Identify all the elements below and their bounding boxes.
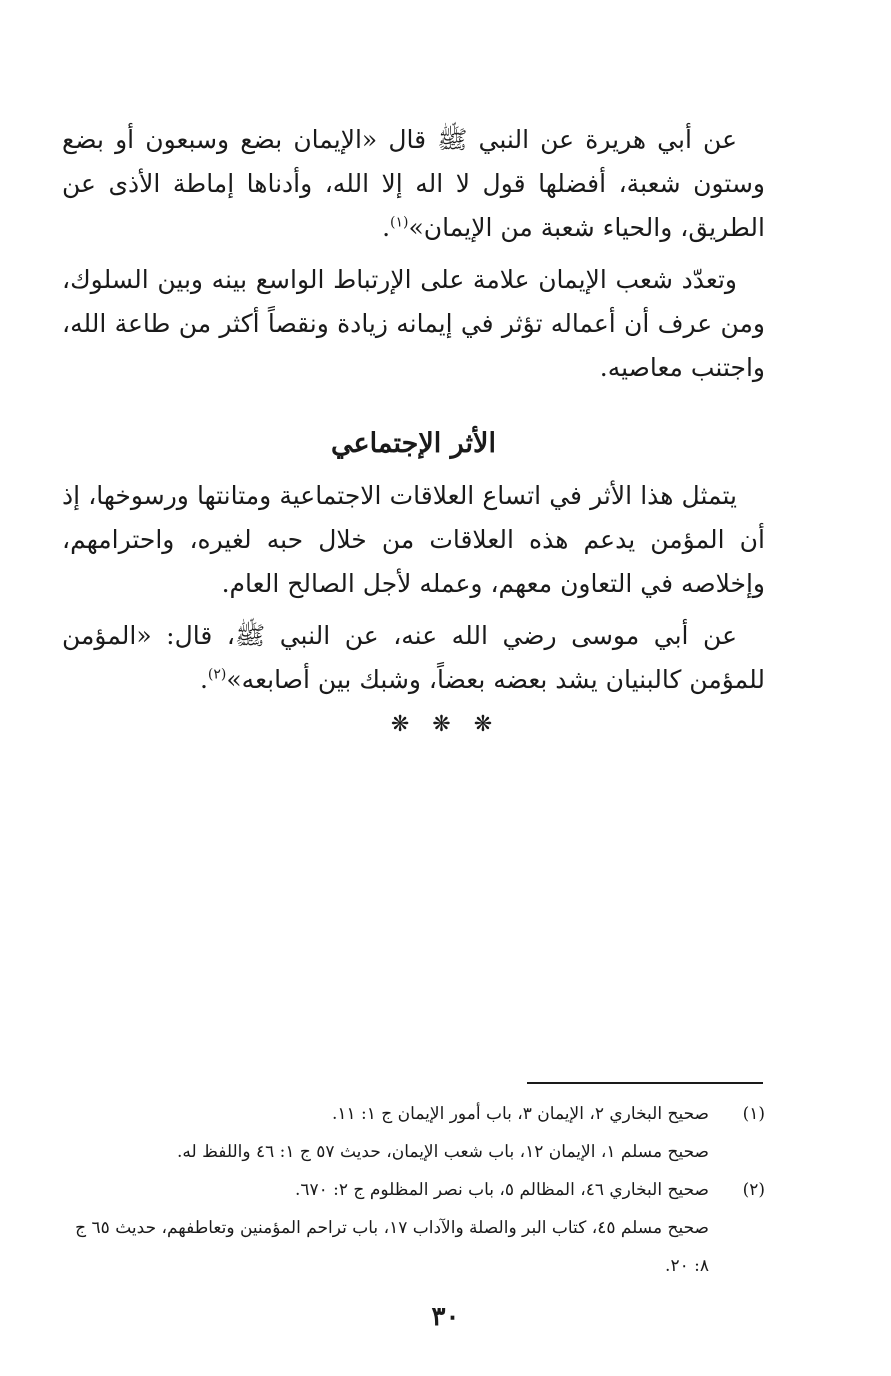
footnote-text (70, 1171, 709, 1285)
section-divider-ornament: ❋ ❋ ❋ (390, 712, 501, 737)
paragraph-3: يتمثل هذا الأثر في اتساع العلاقات الاجتماعية ومتانتها ورسوخها، إذ أن المؤمن يدعم هذه العلاقات من خلال حبه لغيره، واحترامهم، وإخلاصه في التعاون معهم، وعمله لأجل الصالح العام. (62, 481, 765, 598)
hadith-1-text: عن أبي هريرة عن النبي ﷺ قال «الإيمان بضع وسبعون أو بضع وستون شعبة، أفضلها قول لا اله إلا الله، وأدناها إماطة الأذى عن الطريق، والحياء شعبة من الإيمان» (62, 125, 765, 242)
footnote-2 (70, 1171, 765, 1285)
footnote-ref-1: (١) (390, 214, 409, 231)
paragraph-2: وتعدّد شعب الإيمان علامة على الإرتباط الواسع بينه وبين السلوك، ومن عرف أن أعماله تؤثر في إيمانه زيادة ونقصاً أكثر من طاعة الله، واجتنب معاصيه. (62, 265, 765, 382)
footnote-1 (70, 1095, 765, 1171)
section-heading: الأثر الإجتماعي (331, 428, 496, 459)
footnote-number: (٢) (742, 1180, 765, 1200)
hadith-paragraph-2 (62, 614, 765, 702)
footnote-separator (527, 1082, 763, 1084)
footnote-ref-2: (٢) (207, 666, 227, 683)
footnotes (70, 1095, 765, 1285)
footnote-line: صحيح البخاري ٢، الإيمان ٣، باب أمور الإيمان ج ١: ١١. (331, 1104, 709, 1124)
footnote-line: صحيح مسلم ٤٥، كتاب البر والصلة والآداب ١٧، باب تراحم المؤمنين وتعاطفهم، حديث ٦٥ ج ٨: ٢٠. (75, 1218, 709, 1276)
hadith-2-text: عن أبي موسى رضي الله عنه، عن النبي ﷺ، قال: «المؤمن للمؤمن كالبنيان يشد بعضه بعضاً، وشبك بين أصابعه» (62, 621, 765, 694)
footnote-line: صحيح مسلم ١، الإيمان ١٢، باب شعب الإيمان، حديث ٥٧ ج ١: ٤٦ واللفظ له. (176, 1142, 709, 1162)
main-text (62, 118, 765, 710)
footnote-line: صحيح البخاري ٤٦، المظالم ٥، باب نصر المظلوم ج ٢: ٦٧٠. (294, 1180, 709, 1200)
hadith-paragraph-1 (62, 118, 765, 250)
hadith-1-end: . (382, 213, 391, 242)
hadith-2-end: . (199, 665, 208, 694)
footnote-number: (١) (742, 1104, 765, 1124)
footnote-text (70, 1095, 709, 1171)
page-number: ٣٠ (431, 1302, 460, 1332)
